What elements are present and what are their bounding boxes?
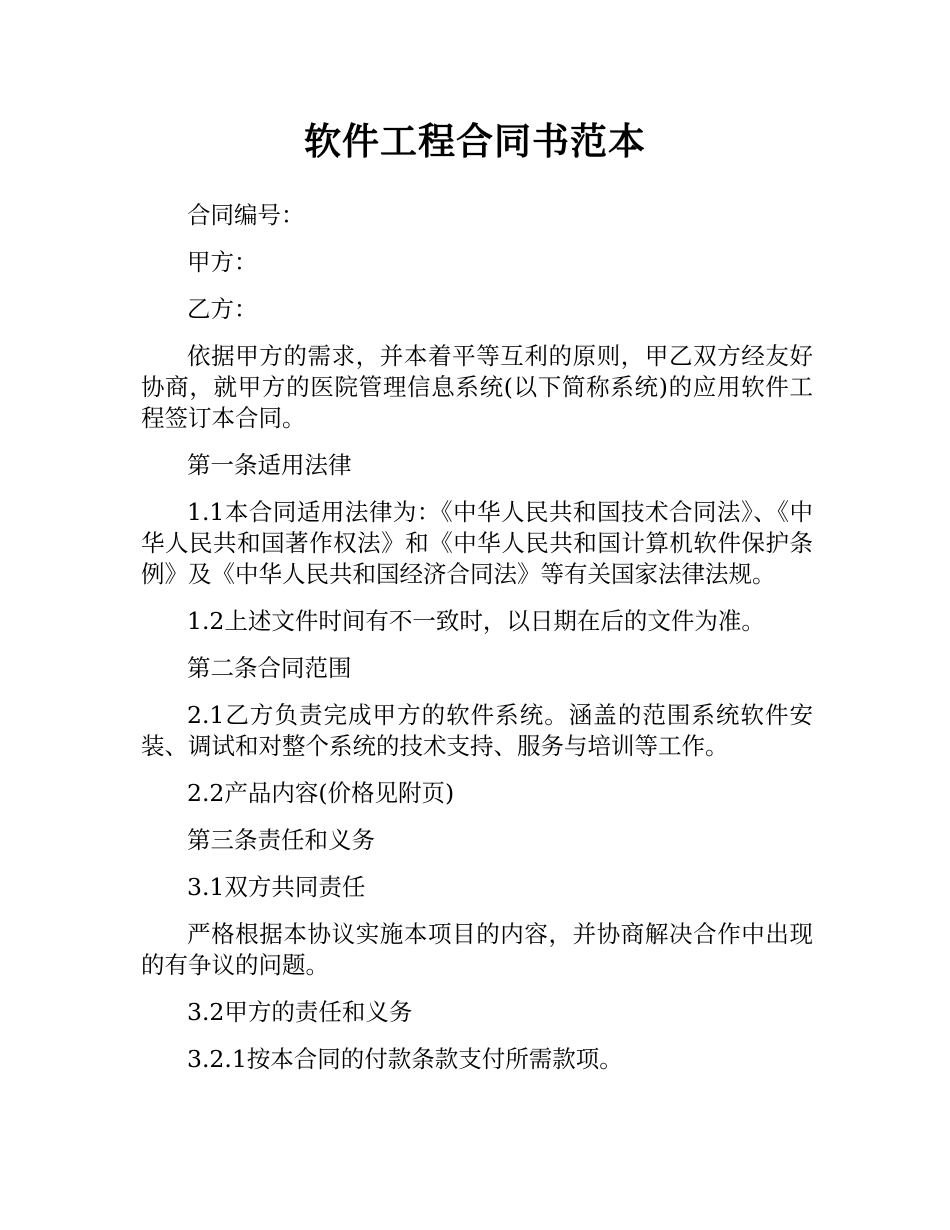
article-2-heading: 第二条合同范围 bbox=[187, 654, 352, 682]
clause-3-1-text: 严格根据本协议实施本项目的内容，并协商解决合作中出现的有争议的问题。 bbox=[141, 920, 813, 979]
clause-3-1: 3.1双方共同责任 bbox=[187, 873, 366, 901]
clause-1-2: 1.2上述文件时间有不一致时，以日期在后的文件为准。 bbox=[187, 607, 765, 635]
clause-3-2: 3.2甲方的责任和义务 bbox=[187, 998, 413, 1026]
clause-2-2: 2.2产品内容(价格见附页) bbox=[187, 779, 455, 807]
article-3-heading: 第三条责任和义务 bbox=[187, 826, 375, 854]
party-a-field: 甲方： bbox=[187, 248, 258, 276]
preamble-paragraph: 依据甲方的需求，并本着平等互利的原则，甲乙双方经友好协商，就甲方的医院管理信息系统(以下简称系统)的应用软件工程签订本合同。 bbox=[141, 342, 813, 432]
clause-3-2-1: 3.2.1按本合同的付款条款支付所需款项。 bbox=[187, 1045, 623, 1073]
document-title: 软件工程合同书范本 bbox=[304, 120, 646, 163]
clause-1-1: 1.1本合同适用法律为：《中华人民共和国技术合同法》、《中华人民共和国著作权法》和《中华人民共和国计算机软件保护条例》及《中华人民共和国经济合同法》等有关国家法律法规。 bbox=[141, 498, 813, 588]
contract-number-field: 合同编号： bbox=[187, 201, 305, 229]
document-body bbox=[141, 200, 813, 1091]
clause-2-1: 2.1乙方负责完成甲方的软件系统。涵盖的范围系统软件安装、调试和对整个系统的技术支持、服务与培训等工作。 bbox=[141, 701, 813, 760]
article-1-heading: 第一条适用法律 bbox=[187, 451, 352, 479]
party-b-field: 乙方： bbox=[187, 295, 258, 323]
